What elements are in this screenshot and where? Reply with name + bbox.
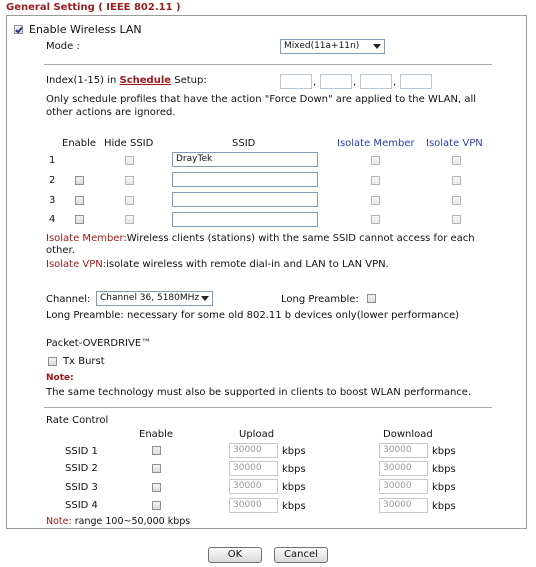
schedule-prefix: Index(1-15) in	[46, 75, 117, 86]
isolate-vpn-checkbox[interactable]	[452, 176, 461, 185]
schedule-note: Only schedule profiles that have the action "Force Down" are applied to the WLAN, all other actions are ignored.	[46, 94, 477, 118]
download-rate-input[interactable]: 30000	[379, 443, 428, 458]
download-rate-input[interactable]: 30000	[379, 461, 428, 476]
channel-select[interactable]	[96, 291, 213, 306]
overdrive-note-text: The same technology must also be supported in clients to boost WLAN performance.	[46, 387, 472, 398]
schedule-index-2[interactable]	[320, 74, 352, 89]
isolate-vpn-checkbox[interactable]	[452, 196, 461, 205]
overdrive-note-label: Note:	[46, 373, 74, 383]
upload-unit: kbps	[282, 482, 306, 493]
schedule-row	[46, 75, 207, 86]
col-ssid-header: SSID	[232, 138, 256, 149]
schedule-separator: ,	[393, 77, 397, 88]
rate-control-title: Rate Control	[46, 415, 109, 426]
rate-upload-header: Upload	[239, 429, 275, 440]
schedule-index-3[interactable]	[360, 74, 392, 89]
upload-unit: kbps	[282, 446, 306, 457]
hide-ssid-checkbox[interactable]	[125, 196, 134, 205]
schedule-index-4[interactable]	[400, 74, 432, 89]
ssid-input[interactable]	[172, 172, 318, 187]
ssid-input[interactable]: DrayTek	[172, 152, 318, 167]
ssid-input[interactable]	[172, 192, 318, 207]
col-enable-header: Enable	[62, 138, 97, 149]
long-preamble-label: Long Preamble:	[281, 294, 359, 305]
isolate-vpn-term: Isolate VPN:	[46, 259, 107, 270]
packet-overdrive-title: Packet-OVERDRIVE™	[46, 338, 152, 349]
channel-select-value: Channel 36, 5180MHz	[100, 293, 200, 303]
rate-enable-checkbox[interactable]	[152, 464, 161, 473]
rate-note-label: Note:	[46, 516, 72, 527]
cancel-button[interactable]: Cancel	[274, 547, 328, 563]
rate-ssid-label: SSID 4	[65, 500, 98, 511]
page-title: General Setting ( IEEE 802.11 )	[6, 2, 181, 13]
download-unit: kbps	[432, 446, 456, 457]
ssid-enable-checkbox[interactable]	[75, 176, 84, 185]
upload-rate-input[interactable]: 30000	[229, 479, 278, 494]
upload-rate-input[interactable]: 30000	[229, 443, 278, 458]
upload-rate-input[interactable]: 30000	[229, 461, 278, 476]
enable-wlan-checkbox[interactable]	[14, 25, 23, 34]
schedule-suffix: Setup:	[174, 75, 207, 86]
schedule-link[interactable]: Schedule	[119, 75, 172, 86]
ssid-row-index: 4	[49, 214, 56, 225]
hide-ssid-checkbox[interactable]	[125, 156, 134, 165]
download-rate-input[interactable]: 30000	[379, 479, 428, 494]
divider	[44, 64, 492, 65]
ssid-row-index: 2	[49, 175, 56, 186]
upload-rate-input[interactable]: 30000	[229, 498, 278, 513]
rate-note	[46, 516, 190, 527]
ssid-row-index: 3	[49, 195, 56, 206]
col-isolate-member-header: Isolate Member	[337, 138, 415, 149]
rate-ssid-label: SSID 2	[65, 463, 98, 474]
isolate-vpn-note	[46, 259, 389, 270]
upload-unit: kbps	[282, 464, 306, 475]
rate-enable-checkbox[interactable]	[152, 501, 161, 510]
rate-enable-header: Enable	[139, 429, 174, 440]
mode-label: Mode :	[46, 41, 80, 52]
col-hide-ssid-header: Hide SSID	[104, 138, 154, 149]
isolate-vpn-text: isolate wireless with remote dial-in and LAN to LAN VPN.	[106, 259, 389, 270]
chevron-down-icon	[201, 296, 209, 301]
channel-label: Channel:	[46, 294, 91, 305]
mode-select-value: Mixed(11a+11n)	[284, 41, 360, 51]
mode-select[interactable]	[280, 39, 385, 54]
isolate-member-checkbox[interactable]	[371, 215, 380, 224]
download-unit: kbps	[432, 482, 456, 493]
rate-ssid-label: SSID 3	[65, 482, 98, 493]
tx-burst-checkbox[interactable]	[48, 357, 57, 366]
divider	[44, 407, 492, 408]
ssid-input[interactable]	[172, 212, 318, 227]
col-isolate-vpn-header: Isolate VPN	[426, 138, 483, 149]
schedule-index-1[interactable]	[280, 74, 312, 89]
isolate-vpn-checkbox[interactable]	[452, 215, 461, 224]
download-unit: kbps	[432, 464, 456, 475]
upload-unit: kbps	[282, 501, 306, 512]
rate-note-text: range 100~50,000 kbps	[74, 516, 191, 527]
isolate-member-note	[46, 233, 486, 257]
isolate-member-term: Isolate Member:	[46, 233, 127, 244]
isolate-vpn-checkbox[interactable]	[452, 156, 461, 165]
isolate-member-checkbox[interactable]	[371, 156, 380, 165]
schedule-separator: ,	[313, 77, 317, 88]
rate-ssid-label: SSID 1	[65, 446, 98, 457]
ssid-row-index: 1	[49, 155, 56, 166]
download-rate-input[interactable]: 30000	[379, 498, 428, 513]
ok-button[interactable]: OK	[208, 547, 262, 563]
ssid-enable-checkbox[interactable]	[75, 215, 84, 224]
hide-ssid-checkbox[interactable]	[125, 215, 134, 224]
schedule-separator: ,	[353, 77, 357, 88]
isolate-member-text: Wireless clients (stations) with the same SSID cannot access for each other.	[46, 233, 475, 256]
chevron-down-icon	[373, 44, 381, 49]
ssid-enable-checkbox[interactable]	[75, 196, 84, 205]
tx-burst-label: Tx Burst	[63, 356, 105, 367]
download-unit: kbps	[432, 501, 456, 512]
rate-download-header: Download	[383, 429, 433, 440]
isolate-member-checkbox[interactable]	[371, 176, 380, 185]
rate-enable-checkbox[interactable]	[152, 446, 161, 455]
long-preamble-note: Long Preamble: necessary for some old 802.11 b devices only(lower performance)	[46, 310, 460, 321]
rate-enable-checkbox[interactable]	[152, 483, 161, 492]
enable-wlan-label: Enable Wireless LAN	[29, 23, 142, 36]
hide-ssid-checkbox[interactable]	[125, 176, 134, 185]
long-preamble-checkbox[interactable]	[367, 294, 376, 303]
isolate-member-checkbox[interactable]	[371, 196, 380, 205]
